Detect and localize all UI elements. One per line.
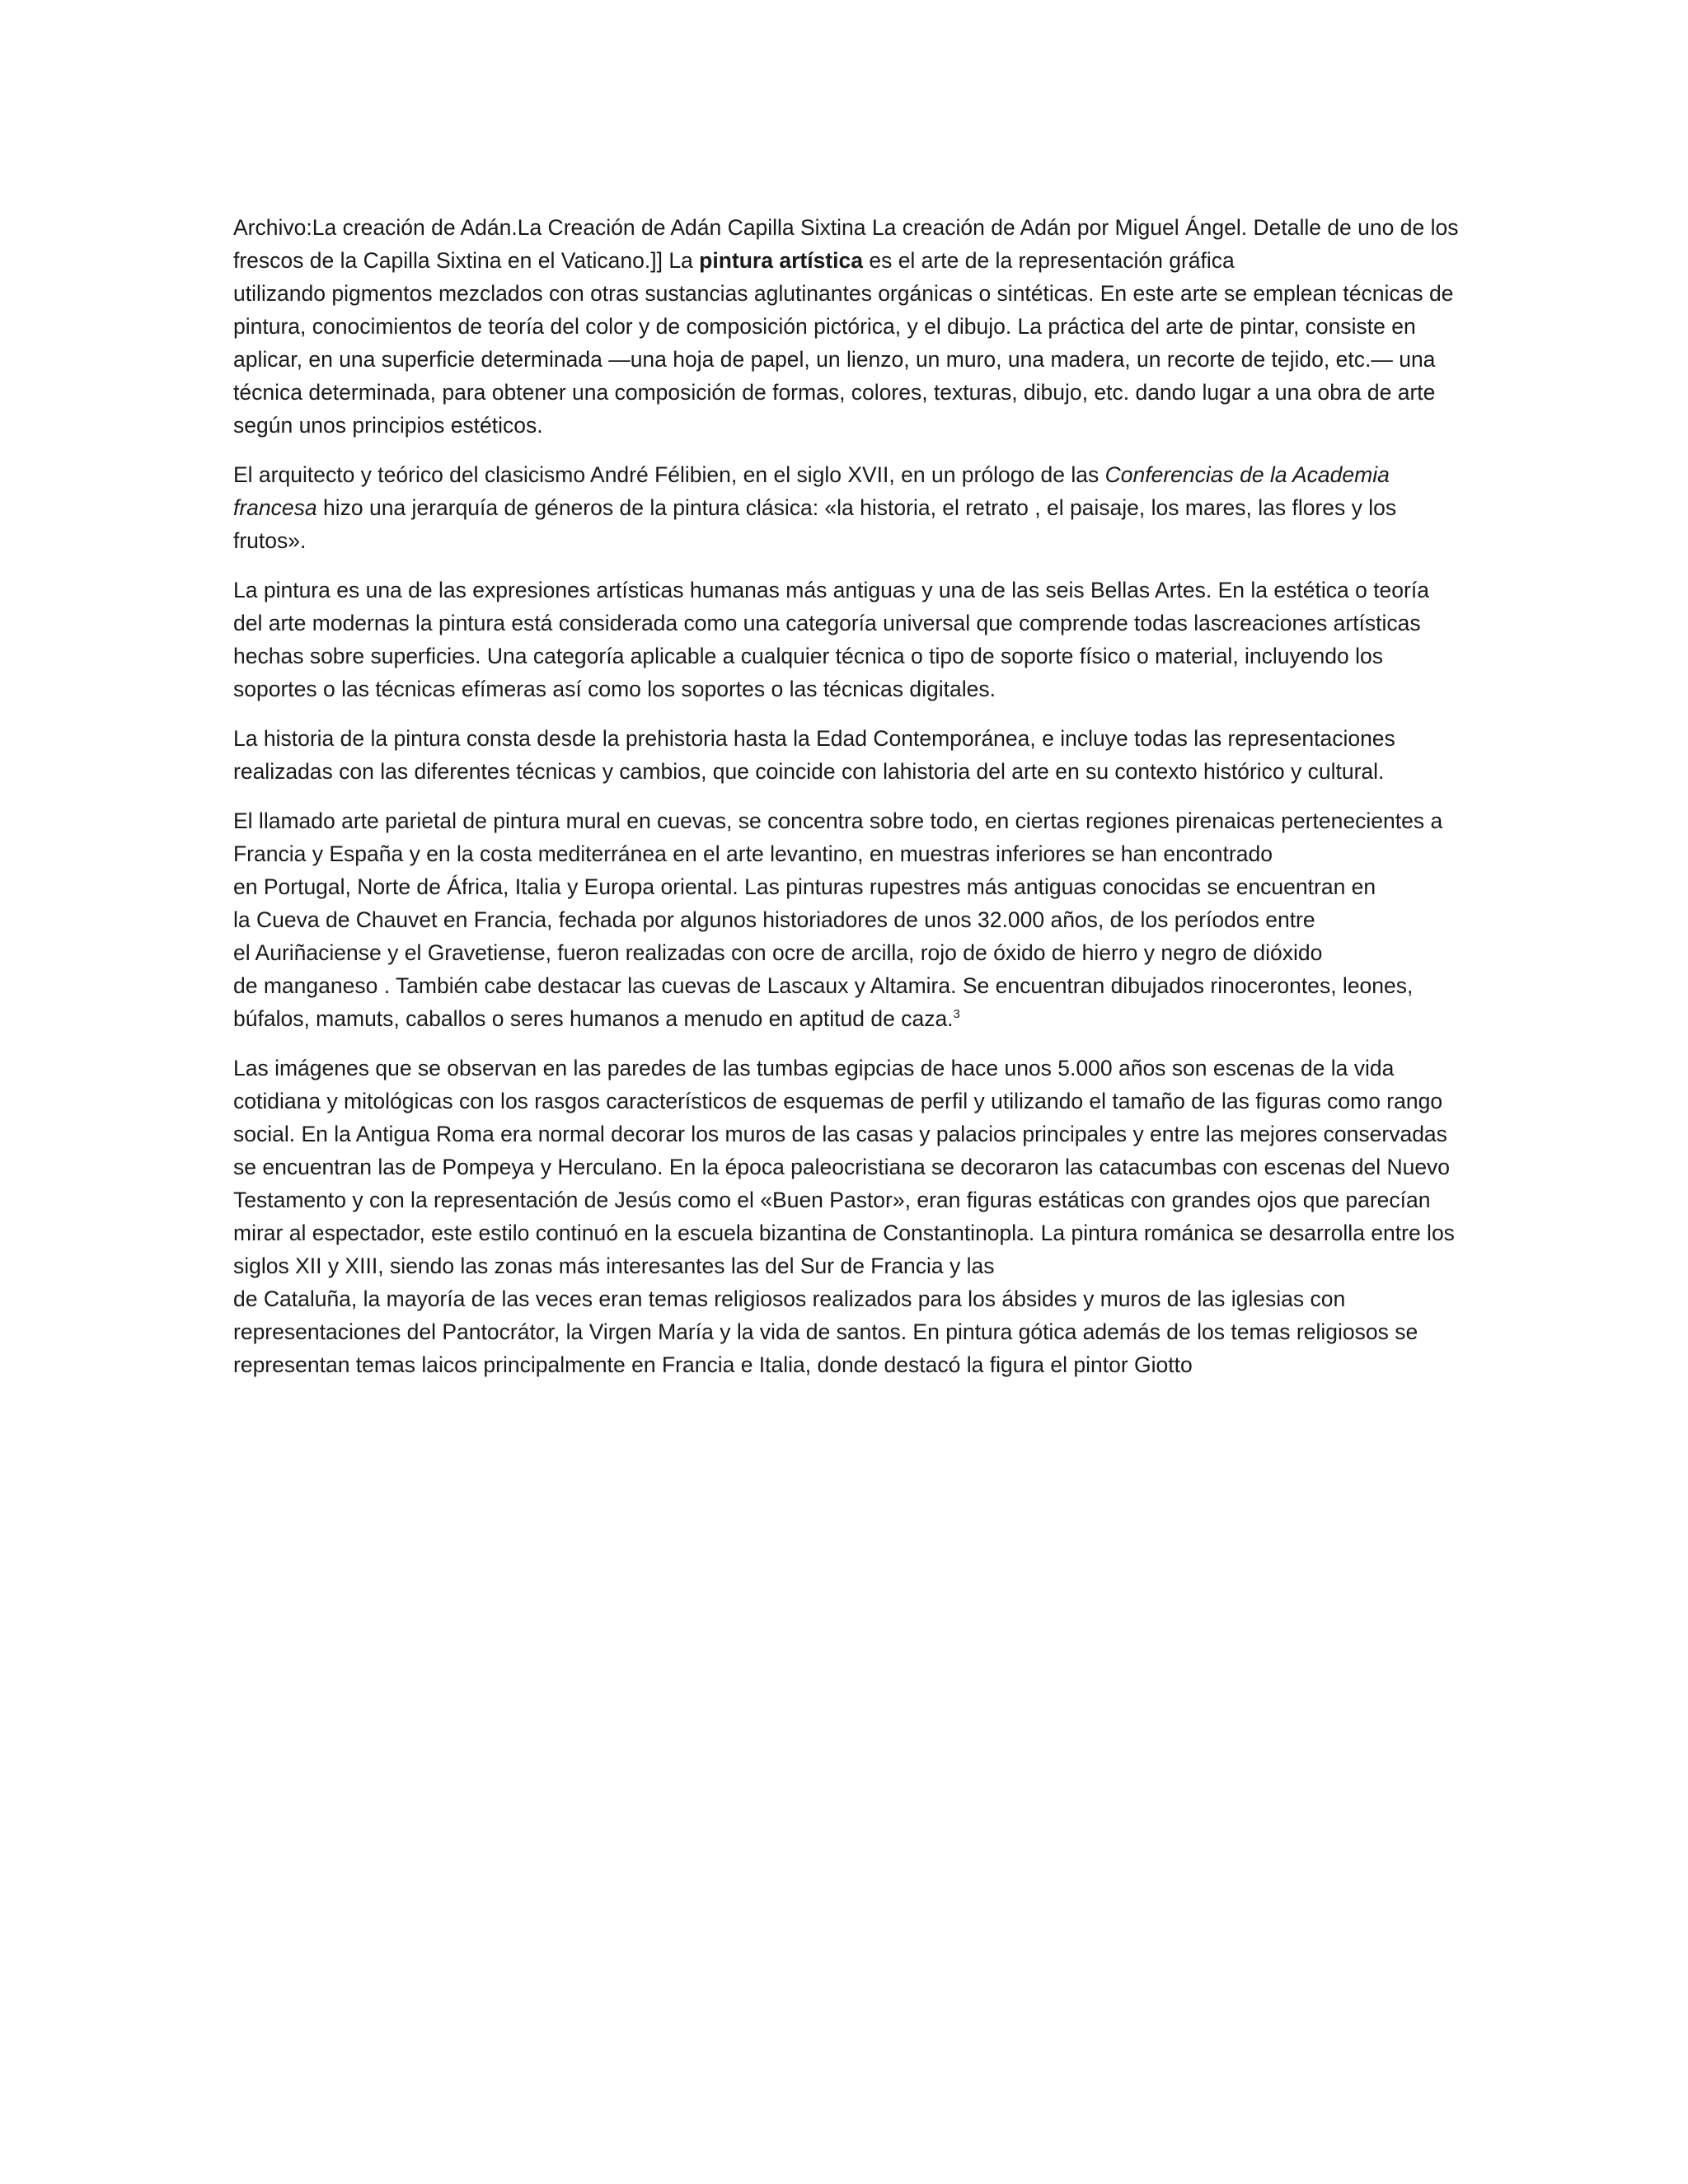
italic-text: Conferencias de la Academia francesa bbox=[233, 462, 1390, 520]
text-run: El llamado arte parietal de pintura mural en cuevas, se concentra sobre todo, en ciertas regiones pirenaicas pertenecientes a Francia y España y en la costa mediterránea en el arte levantino, en muestras inferiores se han encontrado bbox=[233, 808, 1443, 866]
paragraph bbox=[233, 804, 1461, 1035]
footnote-marker: 3 bbox=[953, 1007, 960, 1022]
document-page bbox=[233, 211, 1461, 1398]
text-run: La pintura es una de las expresiones artísticas humanas más antiguas y una de las seis Bellas Artes. En la estética o teoría del arte modernas la pintura está considerada como una categoría universal que comprende todas lascreaciones artísticas hechas sobre superficies. Una categoría aplicable a cualquier técnica o tipo de soporte físico o material, incluyendo los soportes o las técnicas efímeras así como los soportes o las técnicas digitales. bbox=[233, 578, 1429, 701]
text-run: Archivo:La creación de Adán.La Creación de Adán Capilla Sixtina La creación de Adán por Miguel Ángel. Detalle de uno de los frescos de la Capilla Sixtina en el Vaticano.]] La bbox=[233, 215, 1459, 273]
text-run: hizo una jerarquía de géneros de la pintura clásica: «la historia, el retrato , el paisaje, los mares, las flores y los frutos». bbox=[233, 495, 1397, 553]
text-run: La historia de la pintura consta desde la prehistoria hasta la Edad Contemporánea, e incluye todas las representaciones realizadas con las diferentes técnicas y cambios, que coincide con lahistoria del arte en su contexto histórico y cultural. bbox=[233, 726, 1395, 784]
text-run: es el arte de la representación gráfica bbox=[862, 248, 1235, 273]
paragraph bbox=[233, 211, 1461, 442]
bold-text: pintura artística bbox=[699, 248, 863, 273]
paragraph bbox=[233, 458, 1461, 557]
paragraph bbox=[233, 722, 1461, 788]
paragraph bbox=[233, 574, 1461, 705]
text-run: Las imágenes que se observan en las paredes de las tumbas egipcias de hace unos 5.000 años son escenas de la vida cotidiana y mitológicas con los rasgos característicos de esquemas de perfil y utilizando el tamaño de las figuras como rango social. En la Antigua Roma era normal decorar los muros de las casas y palacios principales y entre las mejores conservadas se encuentran las de Pompeya y Herculano. En la época paleocristiana se decoraron las catacumbas con escenas del Nuevo Testamento y con la representación de Jesús como el «Buen Pastor», eran figuras estáticas con grandes ojos que parecían mirar al espectador, este estilo continuó en la escuela bizantina de Constantinopla. La pintura románica se desarrolla entre los siglos XII y XIII, siendo las zonas más interesantes las del Sur de Francia y las bbox=[233, 1056, 1455, 1278]
text-run: utilizando pigmentos mezclados con otras sustancias aglutinantes orgánicas o sintéticas. En este arte se emplean técnicas de pintura, conocimientos de teoría del color y de composición pictórica, y el dibujo. La práctica del arte de pintar, consiste en aplicar, en una superficie determinada —una hoja de papel, un lienzo, un muro, una madera, un recorte de tejido, etc.— una técnica determinada, para obtener una composición de formas, colores, texturas, dibujo, etc. dando lugar a una obra de arte según unos principios estéticos. bbox=[233, 281, 1454, 438]
text-run: el Auriñaciense y el Gravetiense, fueron realizadas con ocre de arcilla, rojo de óxido de hierro y negro de dióxido bbox=[233, 940, 1323, 965]
text-run: de manganeso . También cabe destacar las cuevas de Lascaux y Altamira. Se encuentran dibujados rinocerontes, leones, búfalos, mamuts, caballos o seres humanos a menudo en aptitud de caza. bbox=[233, 973, 1414, 1031]
text-run: El arquitecto y teórico del clasicismo André Félibien, en el siglo XVII, en un prólogo de las bbox=[233, 462, 1105, 487]
text-run: la Cueva de Chauvet en Francia, fechada por algunos historiadores de unos 32.000 años, de los períodos entre bbox=[233, 907, 1315, 932]
paragraph bbox=[233, 1052, 1461, 1381]
text-run: en Portugal, Norte de África, Italia y Europa oriental. Las pinturas rupestres más antiguas conocidas se encuentran en bbox=[233, 874, 1376, 899]
text-run: de Cataluña, la mayoría de las veces eran temas religiosos realizados para los ábsides y muros de las iglesias con representaciones del Pantocrátor, la Virgen María y la vida de santos. En pintura gótica además de los temas religiosos se representan temas laicos principalmente en Francia e Italia, donde destacó la figura el pintor Giotto bbox=[233, 1286, 1418, 1377]
